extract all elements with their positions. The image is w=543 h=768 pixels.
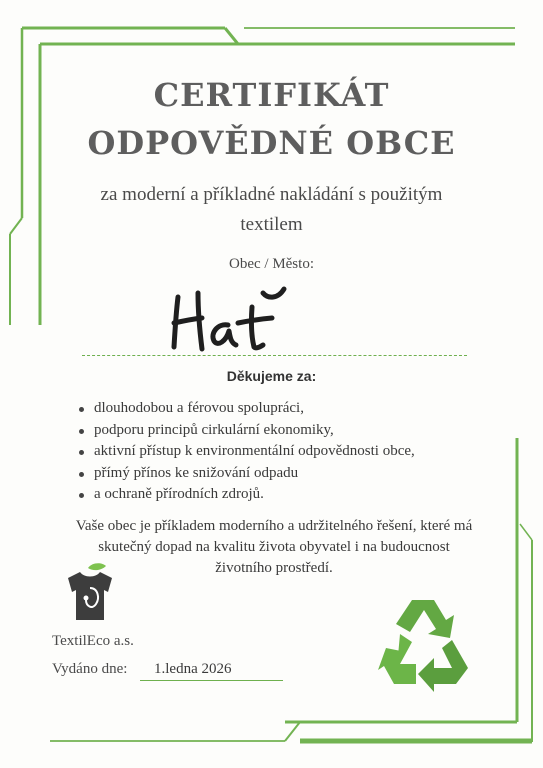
reasons-list bbox=[79, 398, 415, 506]
certificate-subtitle: za moderní a příkladné nakládání s použitým textilem bbox=[100, 184, 443, 235]
company-name: TextilEco a.s. bbox=[52, 633, 134, 649]
issued-label: Vydáno dne: bbox=[52, 661, 128, 677]
signature-divider bbox=[82, 355, 467, 356]
textileco-logo-icon bbox=[62, 562, 118, 622]
thanks-heading: Děkujeme za: bbox=[226, 368, 317, 384]
municipality-label: Obec / Město: bbox=[229, 256, 314, 272]
certificate-title-line2: ODPOVĚDNÉ OBCE bbox=[87, 124, 456, 162]
list-item: a ochraně přírodních zdrojů. bbox=[79, 484, 415, 506]
list-item: aktivní přístup k environmentální odpovědnosti obce, bbox=[79, 441, 415, 463]
municipality-handwritten-name bbox=[168, 285, 313, 355]
list-item: dlouhodobou a férovou spolupráci, bbox=[79, 398, 415, 420]
issued-date: 1.ledna 2026 bbox=[154, 661, 232, 677]
closing-text: Vaše obec je příkladem moderního a udržitelného řešení, které má skutečný dopad na kvalitu života obyvatel i na budoucnost životního prostředí. bbox=[75, 518, 473, 576]
recycle-icon bbox=[372, 594, 480, 694]
list-item: podporu principů cirkulární ekonomiky, bbox=[79, 420, 415, 442]
certificate-title: CERTIFIKÁT bbox=[153, 76, 390, 114]
list-item: přímý přínos ke snižování odpadu bbox=[79, 463, 415, 485]
issued-date-underline bbox=[140, 680, 283, 681]
